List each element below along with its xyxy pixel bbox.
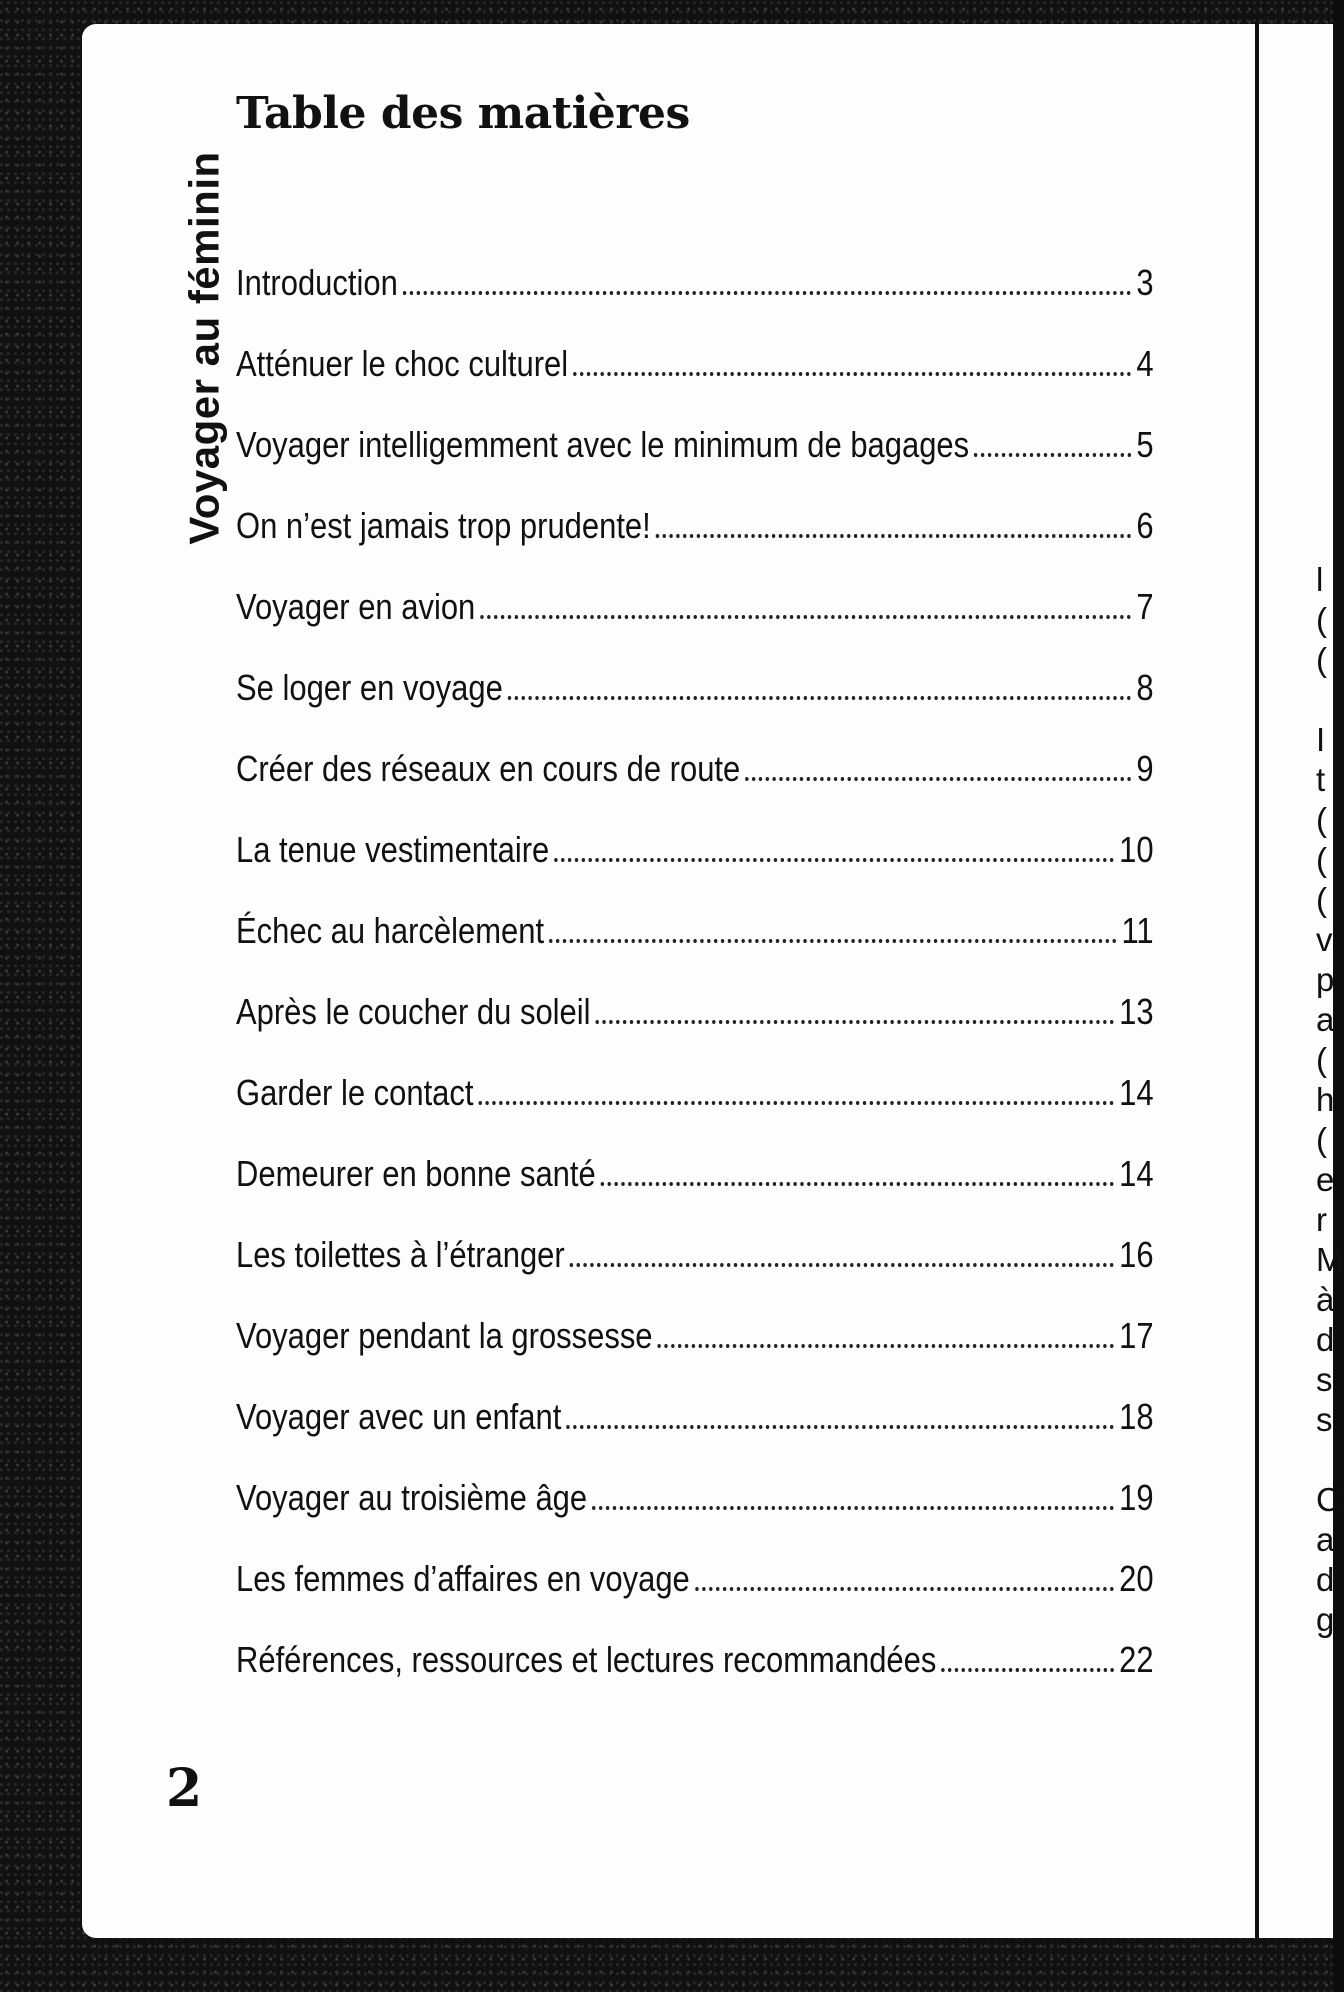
dot-leader bbox=[479, 1101, 1114, 1105]
right-page-fragment: ( bbox=[1316, 601, 1327, 638]
right-page-fragment: ( bbox=[1316, 881, 1327, 918]
toc-entry-title: Voyager pendant la grossesse bbox=[236, 1315, 653, 1356]
toc-entry-title: Voyager au troisième âge bbox=[236, 1477, 588, 1518]
dot-leader bbox=[508, 696, 1131, 700]
toc-entry-page: 14 bbox=[1119, 1072, 1154, 1113]
toc-entry bbox=[236, 424, 1154, 505]
toc-entry-page: 4 bbox=[1136, 343, 1154, 384]
toc-entry-title: Voyager en avion bbox=[236, 586, 476, 627]
right-page-text-fragments bbox=[1316, 560, 1344, 1640]
dot-leader bbox=[974, 453, 1131, 457]
toc-entry-title: La tenue vestimentaire bbox=[236, 829, 550, 870]
right-page-fragment bbox=[1316, 1440, 1333, 1480]
right-page-fragment: ( bbox=[1316, 641, 1327, 678]
toc-entry bbox=[236, 262, 1154, 343]
dot-leader bbox=[658, 1344, 1114, 1348]
right-page-fragment: ( bbox=[1316, 801, 1327, 838]
toc-entry-page: 3 bbox=[1136, 262, 1154, 303]
toc-entry-page: 20 bbox=[1119, 1558, 1154, 1599]
toc-entry-page: 8 bbox=[1136, 667, 1154, 708]
toc-entry bbox=[236, 343, 1154, 424]
toc-entry-page: 22 bbox=[1119, 1639, 1154, 1680]
toc-entry-page: 6 bbox=[1136, 505, 1154, 546]
toc-entry bbox=[236, 748, 1154, 829]
toc-entry-title: Après le coucher du soleil bbox=[236, 991, 591, 1032]
dot-leader bbox=[549, 939, 1116, 943]
toc-entry-title: Voyager intelligemment avec le minimum de bagages bbox=[236, 424, 970, 465]
toc-entry bbox=[236, 1234, 1154, 1315]
table-of-contents bbox=[236, 262, 1154, 1720]
dot-leader bbox=[566, 1425, 1114, 1429]
right-page-fragment: ( bbox=[1316, 1041, 1327, 1078]
right-page-fragment: p bbox=[1316, 961, 1335, 998]
right-page-fragment: à bbox=[1316, 1281, 1335, 1318]
toc-entry-title: Demeurer en bonne santé bbox=[236, 1153, 596, 1194]
toc-entry bbox=[236, 829, 1154, 910]
toc-entry bbox=[236, 1639, 1154, 1720]
running-title-text: Voyager au féminin bbox=[181, 151, 229, 545]
toc-entry-page: 11 bbox=[1121, 910, 1154, 951]
right-page-fragment bbox=[1316, 680, 1333, 720]
toc-entry bbox=[236, 505, 1154, 586]
toc-entry-title: Les femmes d’affaires en voyage bbox=[236, 1558, 690, 1599]
toc-entry bbox=[236, 667, 1154, 748]
toc-entry bbox=[236, 1558, 1154, 1639]
toc-entry-page: 19 bbox=[1119, 1477, 1154, 1518]
toc-entry-title: Se loger en voyage bbox=[236, 667, 503, 708]
right-page-fragment: s bbox=[1316, 1401, 1333, 1438]
right-page-fragment: s bbox=[1316, 1361, 1333, 1398]
toc-entry-page: 10 bbox=[1119, 829, 1154, 870]
right-page-fragment: l bbox=[1316, 561, 1324, 598]
toc-entry bbox=[236, 991, 1154, 1072]
dot-leader bbox=[573, 372, 1131, 376]
toc-entry-title: Garder le contact bbox=[236, 1072, 474, 1113]
right-page-fragment: a bbox=[1316, 1521, 1335, 1558]
folio-number: 2 bbox=[166, 1758, 203, 1819]
toc-entry-page: 18 bbox=[1119, 1396, 1154, 1437]
right-page-fragment: I bbox=[1316, 721, 1326, 758]
toc-entry-page: 17 bbox=[1119, 1315, 1154, 1356]
right-page-fragment: g bbox=[1316, 1601, 1335, 1638]
dot-leader bbox=[695, 1587, 1114, 1591]
dot-leader bbox=[554, 858, 1114, 862]
right-page-fragment: h bbox=[1316, 1081, 1335, 1118]
toc-entry bbox=[236, 1072, 1154, 1153]
toc-entry-page: 5 bbox=[1136, 424, 1154, 465]
running-title bbox=[178, 128, 232, 568]
dot-leader bbox=[570, 1263, 1114, 1267]
dot-leader bbox=[592, 1506, 1114, 1510]
dot-leader bbox=[403, 291, 1131, 295]
right-page-fragment: ( bbox=[1316, 841, 1327, 878]
toc-entry bbox=[236, 586, 1154, 667]
toc-entry-page: 16 bbox=[1119, 1234, 1154, 1275]
dot-leader bbox=[596, 1020, 1114, 1024]
right-page-fragment: t bbox=[1316, 761, 1326, 798]
dot-leader bbox=[656, 534, 1131, 538]
toc-entry-title: Références, ressources et lectures recommandées bbox=[236, 1639, 937, 1680]
toc-entry-title: Créer des réseaux en cours de route bbox=[236, 748, 741, 789]
right-page-fragment: d bbox=[1316, 1561, 1335, 1598]
right-page-fragment: d bbox=[1316, 1321, 1335, 1358]
right-page-fragment: e bbox=[1316, 1161, 1335, 1198]
right-page-fragment: a bbox=[1316, 1001, 1335, 1038]
toc-entry-page: 7 bbox=[1136, 586, 1154, 627]
dot-leader bbox=[942, 1668, 1115, 1672]
toc-entry-title: Introduction bbox=[236, 262, 398, 303]
right-page-fragment: M bbox=[1316, 1241, 1344, 1278]
toc-entry-title: Voyager avec un enfant bbox=[236, 1396, 562, 1437]
right-page-fragment: C bbox=[1316, 1481, 1340, 1518]
toc-entry-title: On n’est jamais trop prudente! bbox=[236, 505, 651, 546]
toc-entry bbox=[236, 1477, 1154, 1558]
toc-entry-title: Les toilettes à l’étranger bbox=[236, 1234, 565, 1275]
toc-entry-title: Échec au harcèlement bbox=[236, 910, 545, 951]
dot-leader bbox=[601, 1182, 1114, 1186]
page-title: Table des matières bbox=[236, 88, 690, 139]
toc-entry-page: 13 bbox=[1119, 991, 1154, 1032]
dot-leader bbox=[745, 777, 1131, 781]
toc-entry-page: 14 bbox=[1119, 1153, 1154, 1194]
dot-leader bbox=[480, 615, 1131, 619]
right-page-fragment: r bbox=[1316, 1201, 1327, 1238]
right-page-fragment: v bbox=[1316, 921, 1333, 958]
toc-entry bbox=[236, 910, 1154, 991]
right-page-fragment: ( bbox=[1316, 1121, 1327, 1158]
toc-entry bbox=[236, 1153, 1154, 1234]
toc-entry-title: Atténuer le choc culturel bbox=[236, 343, 569, 384]
toc-entry bbox=[236, 1315, 1154, 1396]
toc-entry-page: 9 bbox=[1136, 748, 1154, 789]
toc-entry bbox=[236, 1396, 1154, 1477]
